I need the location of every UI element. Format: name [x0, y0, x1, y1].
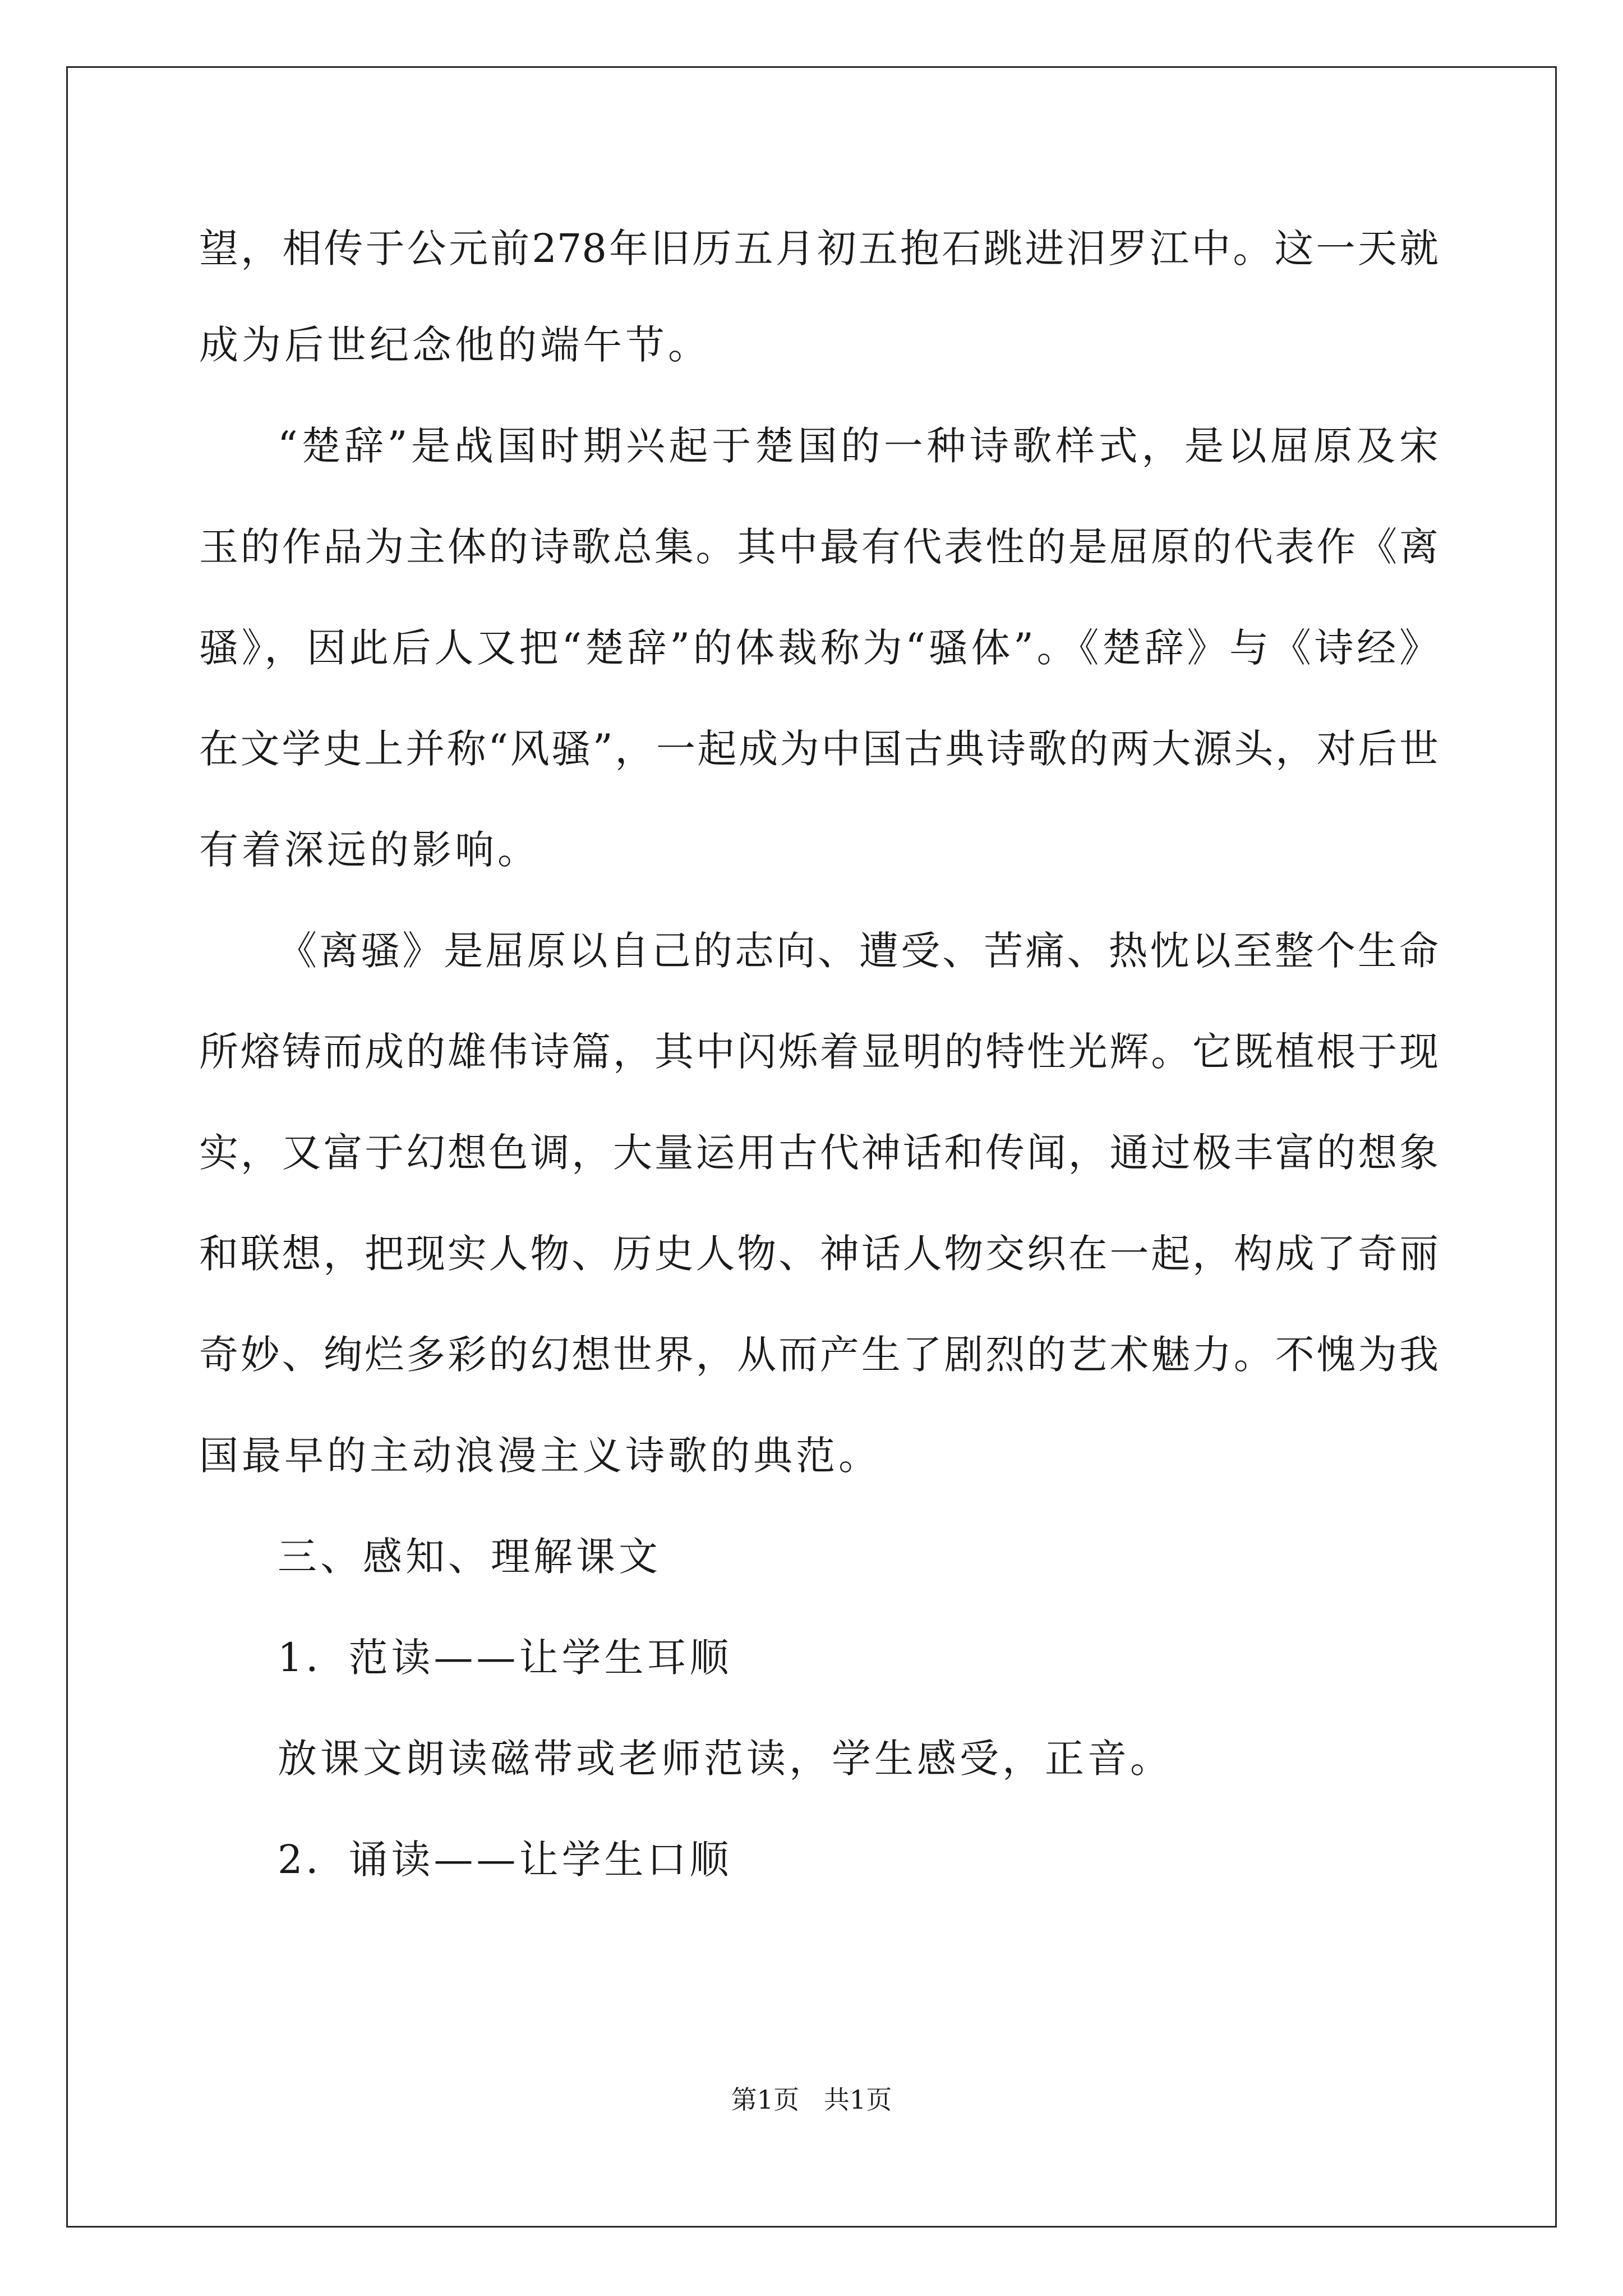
section-heading: 三、感知、理解课文 [278, 1534, 661, 1580]
step-heading: 2．诵读——让学生口顺 [278, 1837, 732, 1883]
text-line: 玉的作品为主体的诗歌总集。其中最有代表性的是屈原的代表作《离 [199, 524, 1438, 570]
text-line: 国最早的主动浪漫主义诗歌的典范。 [199, 1433, 881, 1479]
step-heading: 1．范读——让学生耳顺 [278, 1635, 732, 1681]
text-line: 在文学史上并称“风骚”，一起成为中国古典诗歌的两大源头，对后世 [199, 726, 1438, 772]
text-line: 和联想，把现实人物、历史人物、神话人物交织在一起，构成了奇丽 [199, 1231, 1438, 1277]
text-line: 有着深远的影响。 [199, 827, 540, 873]
text-line: 成为后世纪念他的端午节。 [199, 322, 711, 368]
text-line: 实，又富于幻想色调，大量运用古代神话和传闻，通过极丰富的想象 [199, 1130, 1438, 1176]
text-line: 放课文朗读磁带或老师范读，学生感受，正音。 [278, 1736, 1173, 1782]
paragraph-first-line: 《离骚》是屈原以自己的志向、遭受、苦痛、热忱以至整个生命 [278, 928, 1438, 974]
text-line: 骚》，因此后人又把“楚辞”的体裁称为“骚体”。《楚辞》与《诗经》 [199, 625, 1438, 671]
text-line: 奇妙、绚烂多彩的幻想世界，从而产生了剧烈的艺术魅力。不愧为我 [199, 1332, 1438, 1378]
page-number: 第1页 共1页 [731, 2085, 892, 2115]
text-line: 所熔铸而成的雄伟诗篇，其中闪烁着显明的特性光辉。它既植根于现 [199, 1029, 1438, 1075]
paragraph-first-line: “楚辞”是战国时期兴起于楚国的一种诗歌样式，是以屈原及宋 [278, 423, 1438, 469]
text-line: 望，相传于公元前278年旧历五月初五抱石跳进汨罗江中。这一天就 [199, 226, 1438, 272]
